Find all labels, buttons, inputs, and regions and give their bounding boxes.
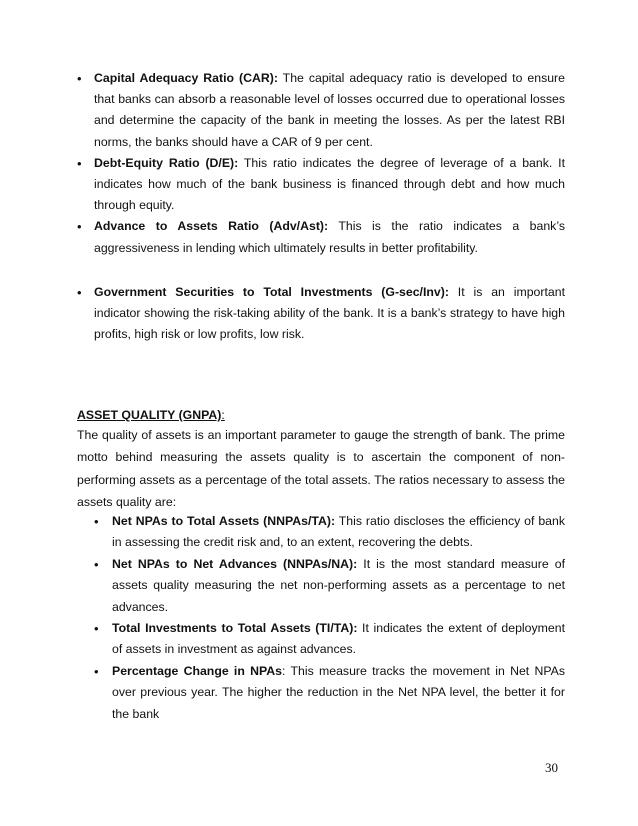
list-item-text: The capital adequacy ratio is developed to ensure that banks can absorb a reasonable level of losses occurred due to operational losses and determine the capacity of the bank in meeting the losses. As per the latest RBI norms, the banks should have a CAR of 9 per cent. — [94, 71, 565, 149]
list-item-advance-assets — [77, 216, 565, 258]
list-item-term: Percentage Change in NPAs — [112, 663, 283, 678]
bullet-icon: • — [94, 514, 99, 529]
list-item-term: Net NPAs to Net Advances (NNPAs/NA): — [112, 556, 358, 571]
list-item-nnpa-ta — [94, 511, 565, 554]
section-paragraph: The quality of assets is an important parameter to gauge the strength of bank. The prime motto behind measuring the assets quality is to ascertain the component of non-performing assets as a percentage of the total assets. The ratios necessary to assess the assets quality are: — [77, 428, 565, 509]
ratio-list — [77, 68, 565, 345]
list-item-text: It is an important indicator showing the risk-taking ability of the bank. It is a bank’s strategy to have high profits, high risk or low profits, low risk. — [94, 284, 565, 342]
section-heading — [77, 405, 225, 425]
bullet-icon: • — [77, 284, 82, 300]
list-item-nnpa-na — [94, 554, 565, 618]
bullet-icon: • — [77, 155, 82, 171]
page-number: 30 — [545, 760, 558, 775]
list-item-term: Advance to Assets Ratio (Adv/Ast): — [94, 219, 329, 234]
list-item-term: Capital Adequacy Ratio (CAR): — [94, 71, 278, 85]
bullet-icon: • — [77, 219, 82, 235]
section-heading-text: ASSET QUALITY (GNPA) — [77, 408, 222, 422]
list-item-car — [77, 68, 565, 153]
bullet-icon: • — [94, 621, 99, 637]
list-item-term: Total Investments to Total Assets (TI/TA): — [112, 621, 358, 636]
list-item-text: This ratio indicates the degree of leverage of a bank. It indicates how much of the bank business is financed through debt and how much through equity. — [94, 155, 565, 213]
list-item-text: : This measure tracks the movement in Net NPAs over previous year. The higher the reduction in the Net NPA level, the better it for the bank — [112, 663, 565, 721]
asset-quality-list — [94, 511, 565, 725]
list-item-text: It is the most standard measure of assets quality measuring the net non-performing assets as a percentage to net advances. — [112, 556, 565, 614]
bullet-icon: • — [77, 71, 82, 86]
section-heading-colon: : — [221, 408, 225, 422]
list-item-term: Net NPAs to Total Assets (NNPAs/TA): — [112, 514, 336, 528]
list-item-ti-ta — [94, 618, 565, 661]
list-item-text: This is the ratio indicates a bank’s aggressiveness in lending which ultimately results in better profitability. — [94, 219, 565, 255]
list-item-text: This ratio discloses the efficiency of bank in assessing the credit risk and, to an extent, recovering the debts. — [112, 514, 565, 550]
bullet-icon: • — [94, 556, 99, 572]
list-item-term: Government Securities to Total Investments (G-sec/Inv): — [94, 284, 449, 299]
list-item-debt-equity — [77, 153, 565, 217]
list-item-npa-change — [94, 661, 565, 725]
bullet-icon: • — [94, 663, 99, 679]
list-item-gsec-inv — [77, 282, 565, 346]
list-item-text: It indicates the extent of deployment of assets in investment as against advances. — [112, 621, 565, 657]
list-item-term: Debt-Equity Ratio (D/E): — [94, 155, 239, 170]
